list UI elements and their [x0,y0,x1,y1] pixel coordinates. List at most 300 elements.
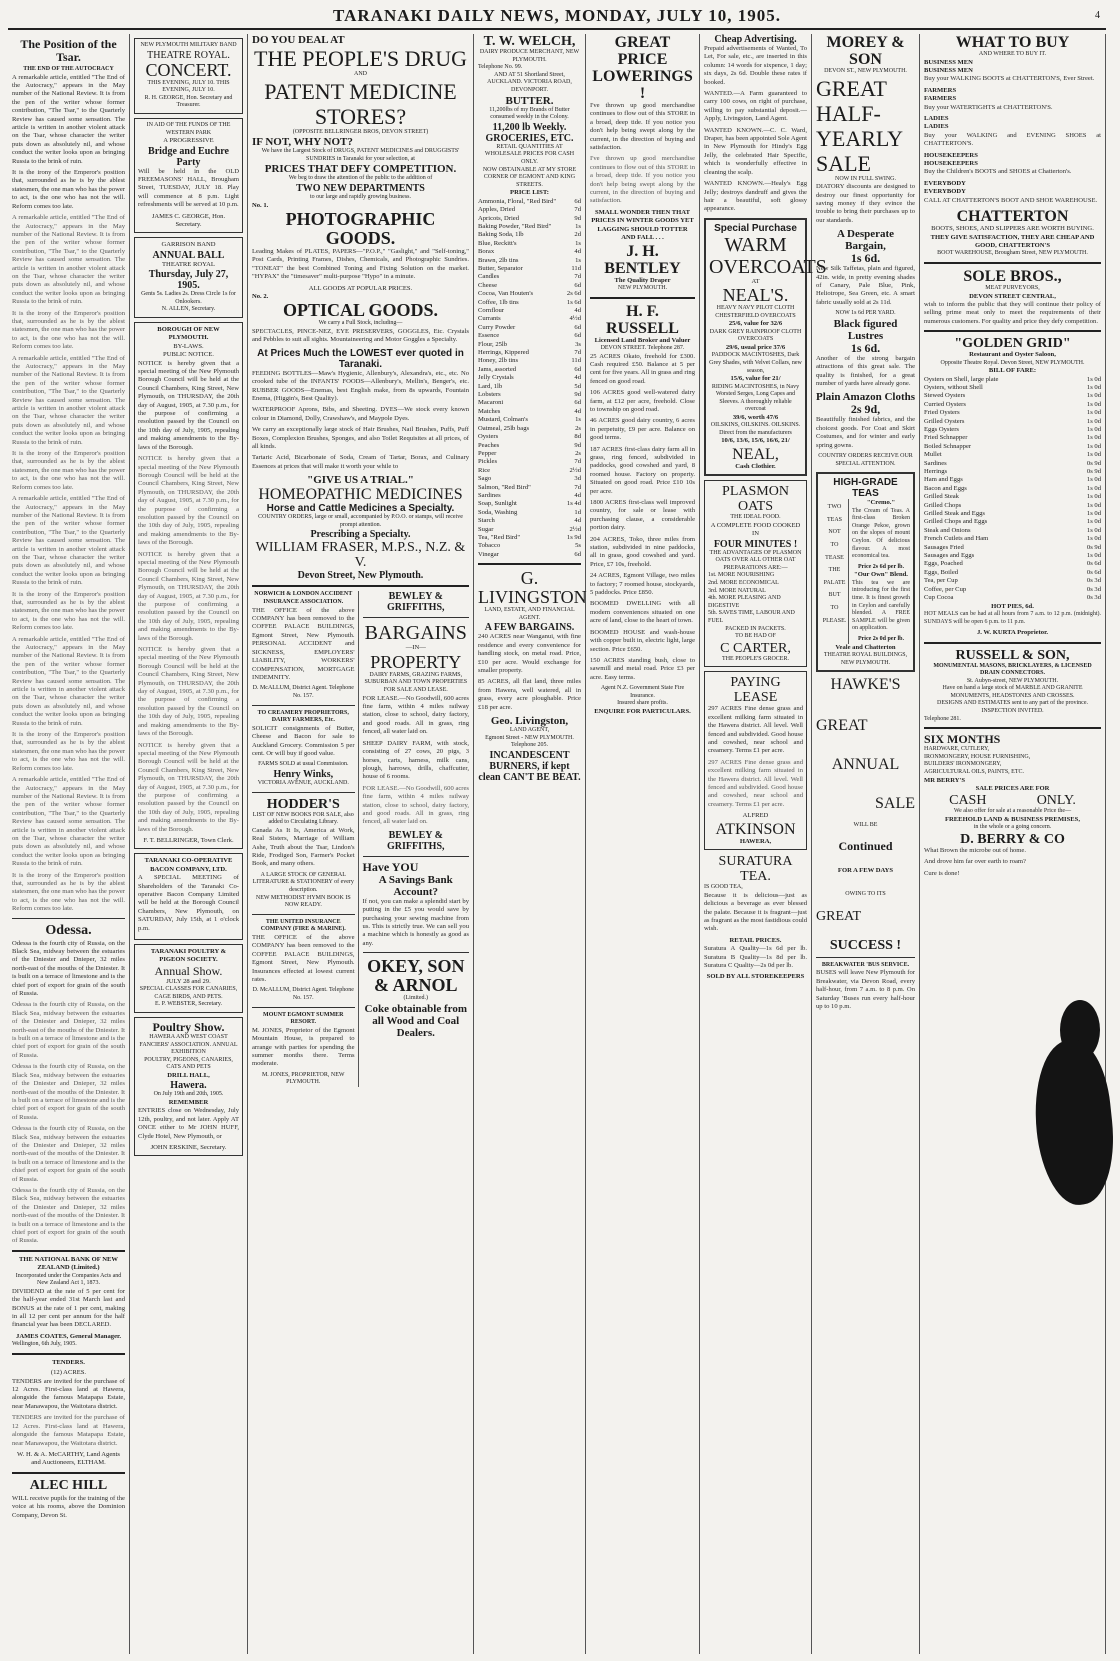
concert-heading: CONCERT. [145,59,232,80]
item-name: Ammonia, Floral, "Red Bird" [478,197,557,205]
bentley-sub: The Quality Draper [614,276,671,284]
plasmon-sub: THE IDEAL FOOD. [730,514,781,521]
desperate-bargain: A Desperate Bargain, [836,228,895,253]
mount-body: M. JONES, Proprietor of the Egmont Mountain House, is prepared to arrange with parties for spending the summer months there. Terms moderate. [252,1026,355,1068]
item-name: Jelly Crystals [478,374,514,382]
photo-popular: ALL GOODS AT POPULAR PRICES. [308,284,413,292]
classified-ad: WANTED KNOWN.—C. C. Ward, Draper, has been appointed Sole Agent in New Plymouth for Hindy's Egg Jelly, the celebrated Hair Specific, which is wonderfully effective in cleaning the scalp. [704,126,807,176]
item-price: 6d [574,550,581,558]
property-listing: BOOMED HOUSE and wash-house with copper built in, electric light, large section. Price £650. [590,628,695,653]
price-list-row [478,475,581,483]
item-name: Ham and Eggs [924,476,963,484]
restaurant-address: Opposite Theatre Royal. Devon Street, NEW PLYMOUTH. [940,359,1085,366]
property-listing: 25 ACRES Okato, freehold for £300. Cash required £50. Balance at 5 per cent for five years. All in grass and ring fenced on good road. [590,352,695,385]
item-name: Coffee, 1lb tins [478,298,519,306]
price-list-row [478,458,581,466]
menu-row [924,510,1101,518]
russell-son: RUSSELL & SON, [955,647,1070,663]
alfred: ALFRED [742,812,769,820]
menu-row [924,434,1101,442]
sale-price: SALE PRICES ARE FOR [975,785,1050,793]
remember-body: ENTRIES close on Wednesday, July 12th, poultry, and not later. Apply AT ONCE either to Mr JOHN HUFF, Clyde Hotel, New Plymouth, or [138,1107,239,1140]
item-price: 7d [574,273,581,281]
ladies: LADIES [924,115,949,123]
item-name: Curried Oysters [924,400,966,408]
price-list-row [478,299,581,307]
item-name: Oysters, without Shell [924,383,983,391]
russell-designs: DESIGNS AND ESTIMATES sent to any part of the province. [937,700,1088,707]
item-name: Tea, per Cup [924,577,958,585]
column-7 [812,34,920,1654]
item-name: Blue, Reckitt's [478,239,517,247]
item-price: 1d [574,508,581,516]
item-name: Baking Powder, "Red Bird" [478,222,552,230]
hot-body: HOT MEALS can be had at all hours from 7 a.m. to 12 p.m. (midnight). SUNDAYS will be open 6 p.m. to 11 p.m. [924,610,1101,625]
plasmon-heading: PLASMON OATS [722,484,789,515]
chatterton-children: Buy the Children's BOOTS and SHOES at Chatterton's. [924,168,1072,176]
menu-row [924,569,1101,577]
item-name: Grilled Chops [924,501,962,509]
item-price: 5s [575,542,581,550]
item-name: Candles [478,273,500,281]
item-name: Cheese [478,281,498,289]
item-price: 6d [574,332,581,340]
savings-heading: Have YOU [362,859,419,874]
navy-coats: HEAVY NAVY PILOT CLOTH CHESTERFIELD OVERCOATS [715,305,796,319]
divider [12,1250,125,1252]
tenders-body: TENDERS are invited for the purchase of 12 Acres. First-class land at Hawera, alongside the famous Matapapa Estate, near Manawapou, the Waitotara district. [12,1414,125,1447]
suratura-good: IS GOOD TEA, [704,884,743,891]
item-price: 1s 0d [1086,526,1101,534]
progressive: A PROGRESSIVE [163,137,214,145]
mount-heading: MOUNT EGMONT SUMMER RESORT. [263,1011,344,1026]
bank-sub: Incorporated under the Companies Acts and New Zealand Act 1, 1873. [15,1272,122,1287]
two-departments: TWO NEW DEPARTMENTS [296,182,425,194]
sale-body: DIATORY discounts are designed to destroy our finest opportunity for saving money if they evince the trouble to bring their purchases up to our standards. [816,183,915,224]
item-price: 1s 0d [1086,383,1101,391]
sole-sub: MEAT PURVEYORS, [985,284,1040,291]
price-list-row [478,223,581,231]
col3-split [252,591,469,1086]
feeding-body: FEEDING BOTTLES—Maw's Hygienic, Allenbury's, Alexandra's, etc., etc. No crooked tube of the INFANTS' FOODS—Allenbury's, Mellin's, Benger's, etc. RUBBER GOODS—Enemas, best English make, from 8s upwards, Fountain Enema, (Higgin's, Best Quality). [252,369,469,403]
item-price: 7d [574,349,581,357]
item-name: Coffee, per Cup [924,585,967,593]
item-price: 1s 0d [1086,417,1101,425]
tea-slogan-word: TO [830,542,839,549]
item-name: Apples, Dried [478,206,515,214]
divider [12,1472,125,1474]
country-orders: COUNTRY ORDERS, large or small, accompanied by P.O.O. or stamps, will receive prompt attention. [258,514,463,528]
coke-heading: Coke obtainable from all Wood and Coal Dealers. [364,1002,467,1039]
price-list-row [478,484,581,492]
amazon-price: 2s 9d, [850,402,881,417]
price-lowerings-body: I've thrown up good merchandise continues to flow out of this STORE in a broad, deep tide. If you notice you don't help being swept along by the current, in the direction of buying and satisfaction. [590,155,695,205]
poultry-classes: POULTRY, PIGEONS, CANARIES, CATS AND PETS [144,1056,233,1071]
tea-slogan-word: TWO [827,504,842,511]
neal-sub: Cash Clothier. [735,462,776,470]
norwich-body: THE OFFICE of the above COMPANY has been removed to the COFFEE PALACE BUILDINGS, Egmont Street, New Plymouth. PERSONAL ACCIDENT and SICKNESS, EMPLOYERS' LIABILITY, WORKERS' COMPENSATION, MORTGAGE INDEMNITY. [252,606,355,681]
drug-store-question: DO YOU DEAL AT [252,34,345,46]
store-location: NOW OBTAINABLE AT MY STORE CORNER OF EGMONT AND KING STREETS. [482,166,577,188]
bewley-heading-2: BEWLEY & GRIFFITHS, [387,829,445,852]
item-price: 9d [574,391,581,399]
largest-stock: We have the Largest Stock of DRUGS, PATENT MEDICINES and DRUGGISTS' SUNDRIES in Taranaki for your selection, at [261,148,460,162]
ball-tickets: Gents 5s. Ladies 2s. Dress Circle 1s for Onlookers. [141,291,236,305]
business-men-2: BUSINESS MEN [924,67,973,74]
item-price: 1s 0d [1086,442,1101,450]
property-listing: 187 ACRES first-class dairy farm all in grass, ring fenced, subdivided in paddocks, good cowshed and yard, 8 roomed house. Factory on property. Situated on good road. Price £10 10s per acre. [590,445,695,495]
menu-row [924,586,1101,594]
item-name: Soap, Sunlight [478,500,517,508]
bill-of-fare: BILL OF FARE: [988,367,1037,375]
item-name: Honey, 2lb tins [478,357,519,365]
article-paragraph: A remarkable article, entitled "The End of the Autocracy," appears in the May number of the National Review. It is from the pen of the writer whose former contribution, "The Tsar," to the Quarterly Review has caused some sensation. The article is written in another violent attack on the Tsar, whose character the writer puts down as absolutely nil, and whose conduct the writer looks upon as bringing Russia to the brink of ruin. [12,354,125,446]
item-price: 1s 0d [1086,392,1101,400]
hawkes-few-days: FOR A FEW DAYS [837,866,894,874]
warm-overcoats: WARM OVERCOATS [709,233,827,278]
item-price: 1s 4d [566,500,581,508]
chatterton-call: CALL AT CHATTERTON'S BOOT AND SHOE WAREHOUSE. [924,196,1098,204]
atkinson-hawera: HAWERA, [739,837,772,845]
concert-dates: THIS EVENING, JULY 10. THIS EVENING, JULY 10. [147,79,230,94]
price-list-row [478,433,581,441]
item-price: 2s [575,424,581,432]
menu-row [924,535,1101,543]
menu-row [924,384,1101,392]
suratura-heading: SURATURA TEA. [718,854,793,885]
geo-name: Geo. Livingston, [490,715,569,728]
item-price: 4d [574,491,581,499]
chatterton-boots: Buy your WALKING BOOTS at CHATTERTON'S, Ever Street. [924,75,1095,83]
sole-address: DEVON STREET CENTRAL, [969,292,1056,300]
price-list-row [478,282,581,290]
menu-row [924,518,1101,526]
item-name: Flour, 25lb [478,340,508,348]
item-price: 1s [575,222,581,230]
article-paragraph: It is the irony of the Emperor's position that, surrounded as he is by the ablest statesmen, the one man who has the power to act, is the one who has not the will. Reform comes too late. [12,169,125,210]
if-not: IF NOT, WHY NOT? [252,136,353,149]
russell-son-body: Have on hand a large stock of MARBLE AND GRANITE MONUMENTS, HEADSTONES AND CROSSES. [942,685,1083,699]
item-name: Apricots, Dried [478,214,520,222]
article-paragraph: Odessa is the fourth city of Russia, on the Black Sea, midway between the estuaries of the Dniester and Dnieper, 32 miles north-east of the mouths of the Dniester. It is built on a terrace of limestone and is the chief port of export for grain of the south of Russia. [12,1063,125,1121]
alec-hill-body: WILL receive pupils for the training of the voice at his rooms, above the Dominion Company, Devon St. [12,1494,125,1519]
menu-row [924,544,1101,552]
price-list-row [478,383,581,391]
welch-address: AND AT 51 Shortland Street, AUCKLAND. VICTORIA ROAD, DEVONPORT. [487,71,572,93]
hawkes-willbe: WILL BE [853,822,878,829]
plasmon-adv: THE ADVANTAGES OF PLASMON OATS OVER ALL OTHER OAT PREPARATIONS ARE:— [709,549,802,571]
mount-sig: M. JONES, PROPRIETOR, NEW PLYMOUTH. [261,1071,345,1086]
farms-sold: FARMS SOLD at usual Commission. [258,761,349,768]
price-list-row [478,526,581,534]
item-price: 7d [574,483,581,491]
column-4 [474,34,586,1654]
item-price: 0s 3d [1086,585,1101,593]
item-price: 9d [574,441,581,449]
cattle-heading: Horse and Cattle Medicines a Specialty. [266,503,455,515]
price-list-row [478,467,581,475]
item-name: Mustard, Colman's [478,416,528,424]
optical-body: SPECTACLES, PINCE-NEZ, EYE PRESERVERS, GOGGLES, Etc. Crystals and Pebbles to suit all sights. Mountaineering and Motor Goggles a Specialty. [252,328,469,344]
price-list-row [478,257,581,265]
article-paragraph: A remarkable article, entitled "The End of the Autocracy," appears in the May number of the National Review. It is from the pen of the writer whose former contribution, "The Tsar," to the Quarterly Review has caused some sensation. The article is written in another violent attack on the Tsar, whose character the writer puts down as absolutely nil, and whose conduct the writer looks upon as bringing Russia to the brink of ruin. [12,635,125,727]
d-berry: D. BERRY & CO [960,832,1065,848]
price-list-row [478,324,581,332]
item-price: 1s 0d [1086,535,1101,543]
riding-coats: RIDING MACINTOSHES, in Navy Worsted Serges, Long Capes and Sleeves. A thoroughly reliable overcoat [711,383,800,413]
price-list-heading: PRICE LIST: [510,189,549,197]
savings-body: If not, you can make a splendid start by putting in the £5 you would save by purchasing your sewing machine from us. This is strictly true. We can sell you a machine which is honestly as good as any. [362,897,469,947]
item-price: 3d [574,475,581,483]
item-price: 1s 0d [1086,552,1101,560]
lowest-prices: At Prices Much the LOWEST ever quoted in Taranaki. [257,347,464,370]
item-price: 2s 6d [566,290,581,298]
price-list-row [478,425,581,433]
give-trial: "GIVE US A TRIAL." [307,474,414,487]
butter-heading: BUTTER. [505,94,554,107]
henry-winks: Henry Winks, [273,768,334,780]
lustres: Black figured Lustres [833,317,898,342]
menu-row [924,468,1101,476]
item-price: 1s 0d [1086,518,1101,526]
hardware: HARDWARE, CUTLERY, IRONMONGERY, HOUSE FURNISHING, BUILDERS' IRONMONGERY, AGRICULTURAL OILS, PAINTS, ETC. [924,746,1031,776]
divider [252,914,355,915]
tea-slogan-word: NOT [828,529,841,536]
creamery-body: SOLICIT consignments of Butter, Cheese and Bacon for sale to Auckland Grocery. Commission 5 per cent. Or will buy if good value. [252,724,355,757]
russell-heading: H. F. RUSSELL [606,302,679,337]
item-price: 1s 6d [566,298,581,306]
sole-bros-heading: SOLE BROS., [963,267,1062,285]
price-list-row [478,374,581,382]
price-list-row [478,332,581,340]
article-paragraph: It is the irony of the Emperor's position that, surrounded as he is by the ablest statesmen, the one man who has the power to act, is the one who has not the will. Reform comes too late. [12,309,125,351]
item-price: 6d [574,365,581,373]
advantage-item: 4th. MORE PLEASING AND DIGESTIVE [708,595,781,609]
item-price: 1s [575,416,581,424]
price-list-row [478,307,581,315]
tea-slogan-word: TEAS [827,516,842,523]
okey-heading: OKEY, SON & ARNOL [367,956,465,996]
sale-heading: SALE [816,150,871,176]
menu-row [924,552,1101,560]
to-our: to our large and rapidly growing business. [309,193,412,200]
item-name: Pickles [478,458,498,466]
property-listing: 150 ACRES standing bush, close to sawmill and metal road. Price £3 per acre. Easy terms. [590,656,695,681]
price-lowerings-heading: GREAT PRICE LOWERINGS ! [592,34,693,102]
yearly-heading: YEARLY [816,125,904,151]
optical-heading: OPTICAL GOODS. [282,300,439,321]
few-bargains: A FEW BARGAINS. [484,622,575,634]
property-listing: 24 ACRES, Egmont Village, two miles to factory; 7 roomed house, stockyards, 5 paddocks. Price £850. [590,572,695,597]
cheap-body: Prepaid advertisements of Wanted, To Let, For sale, etc., are inserted in this column: 14 words for sixpence, 1 day; six days, 2s 6d. Double these rates if booked. [704,45,807,86]
tea-slogan-word: PLEASE. [822,617,847,624]
item-price: 0s 3d [1086,594,1101,602]
tea-slogan-word: TO [830,605,839,612]
mac-coats: PADDOCK MACINTOSHES, Dark Grey Shades, with Velvet Collars, new season, [709,352,802,374]
okey-limited: (Limited.) [403,995,429,1002]
item-name: Vinegar [478,550,499,558]
item-price: 4d [574,248,581,256]
drug-and: AND [354,71,367,77]
golden-grid: "GOLDEN GRID" [954,336,1071,352]
grey-price: 29/6, usual price 37/6 [725,343,786,351]
advantage-item: 5th. SAVES TIME, LABOUR AND FUEL [708,610,795,625]
ourown-price: Price 2s 0d per lb. [857,636,905,642]
remember: REMEMBER [168,1099,209,1106]
item-name: Oysters on Shell, large plate [924,375,999,383]
item-price: 6d [574,197,581,205]
item-name: Oysters [478,433,499,441]
property-listing: BOOMED DWELLING with all modern conveniences situated on one acre of land, close to the heart of town. [590,600,695,625]
hawkes-success: SUCCESS ! [829,937,902,953]
united-body: THE OFFICE of the above COMPANY has been removed to the COFFEE PALACE BUILDINGS, Egmont Street, New Plymouth. Insurances effected at lowest current rates. [252,933,355,983]
price-list-row [478,315,581,323]
bargains-heading: BARGAINS [364,622,467,645]
article-paragraph: Odessa is the fourth city of Russia, on the Black Sea, midway between the estuaries of the Dniester and Dnieper, 32 miles north-east of the mouths of the Dniester. It is built on a terrace of limestone and is the chief port of export for grain of the south of Russia. [12,1001,125,1059]
prescribing: Prescribing a Specialty. [310,529,411,541]
poultry-show: Poultry Show. [152,1020,225,1035]
item-name: Fried Oysters [924,409,960,417]
welch-sub: DAIRY PRODUCE MERCHANT, NEW PLYMOUTH. [479,49,580,63]
geo-sub: LAND AGENT, [509,727,550,734]
item-price: 1s 0d [1086,434,1101,442]
menu-row [924,451,1101,459]
column-3 [248,34,474,1654]
cash-body: We also offer for sale at a reasonable Price the— [953,808,1072,815]
price-list-row [478,198,581,206]
only: ONLY. [1036,793,1076,809]
notice-body: NOTICE is hereby given that a special meeting of the New Plymouth Borough Council will be held at the Council Chambers, King Street, New Plymouth, on THURSDAY, the 20th day of August, 1905, at 7.30 p.m., for the purpose of confirming a resolution passed by the Council on the 10th day of July, 1905, repealing and making amendments to the By-laws of the Borough. [138,741,239,833]
annual-date: JULY 28 and 29. [166,977,211,985]
item-name: Curry Powder [478,323,516,331]
item-name: Tea, "Red Bird" [478,533,521,541]
item-name: Sago [478,475,492,483]
item-price: 1s 0d [1086,501,1101,509]
menu-row [924,502,1101,510]
hawkes-great-2: GREAT [816,908,862,924]
cremo-heading: "Cremo." [866,499,896,507]
tenders-sub: (12) ACRES. [50,1369,87,1377]
item-name: Cocoa, Van Houten's [478,290,534,298]
teas-split [821,499,910,643]
item-price: 5d [574,382,581,390]
article-headline-tsar: The Position of the Tsar. [20,37,117,64]
item-price: 4d [574,407,581,415]
price-list-row [478,442,581,450]
divider [252,585,469,587]
column-8 [920,34,1106,1654]
hodder-books: Canada As It Is, America at Work, Real Sisters, Marriage of William Ashe, Truth about the Tsar, Lindon's Ride, Frodiged Son, Farmer's Pocket Book, and many others. [252,826,355,868]
six-months: SIX MONTHS [924,732,1001,747]
drug-store-heading: THE PEOPLE'S DRUG [254,46,467,71]
retail-quantities: RETAIL QUANTITIES AT WHOLESALE PRICES FOR CASH ONLY. [484,143,575,165]
article-paragraph: A remarkable article, entitled "The End of the Autocracy," appears in the May number of the National Review. It is from the pen of the writer whose former contribution, "The Tsar," to the Quarterly Review has caused some sensation. The article is written in another violent attack on the Tsar, whose character the writer puts down as absolutely nil, and whose conduct the writer looks upon as bringing Russia to the brink of ruin. [12,214,125,306]
hawkes-sale: SALE [875,795,915,813]
full-swing: NOW IN FULL SWING. [835,175,896,182]
item-price: 0s 9d [1086,459,1101,467]
fraser-name: WILLIAM FRASER, M.P.S., N.Z. & V. [255,540,466,571]
mac-price: 15/6, value for 21/ [730,375,781,383]
hawkes-great: GREAT [816,717,868,735]
livingston-body: 240 ACRES near Wanganui, with fine residence and every convenience for handling stock, on metal road. Price, £10 per acre. Would exchange for smaller property. [478,633,581,674]
russell-agent: Agent N.Z. Government State Fire Insurance. [600,685,685,699]
sole-body: wish to inform the public that they will continue their policy of selling prime meat only to meet the requirements of their numerous customers. For quality and price they defy competition. [924,300,1101,325]
price-list-row [478,551,581,559]
incandescent: INCANDESCENT BURNERS, if kept clean CAN'T BE BEAT. [478,749,581,783]
item-name: Butter, Separator [478,264,523,272]
ourown-body: This tea we are introducing for the first time. It is finest growth in Ceylon and carefully blended. A FREE SAMPLE will be given on application. [852,579,910,632]
business-men: BUSINESS MEN [924,58,973,66]
brushes-body: We carry an exceptionally large stock of Hair Brushes, Nail Brushes, Puffs, Puff Boxes, Complexion Brushes, Sponges, and also Toilet Requisites at all prices, of all kinds. [252,426,469,451]
advantage-item: 2nd. MORE ECONOMICAL [708,580,779,587]
classified-ad: WANTED.—A Farm guaranteed to carry 100 cows, on right of purchase, willing to pay substantial deposit.—Apply, Livingston, Land Agent. [704,90,807,123]
item-name: Rice [478,466,491,474]
item-name: Grilled Steak [924,493,959,501]
what-to-buy: WHAT TO BUY [955,34,1070,51]
coop-heading: TARANAKI CO-OPERATIVE BACON COMPANY, LTD. [144,857,233,873]
russell-lots [590,353,695,683]
grey-coats: DARK GREY RAINPROOF CLOTH OVERCOATS [709,328,802,343]
tea-body: Because it is delicious—just as delicious a beverage as ever blessed the palate. Because it is fragrant—just as fragrant as the most fastidious could wish. [704,891,807,933]
menu-row [924,426,1101,434]
hawkes-annual: ANNUAL [831,756,900,774]
item-price: 4d [574,307,581,314]
cremo-price: Price 2s 6d per lb. [857,563,905,570]
savings-heading-2: A Savings Bank Account? [378,873,453,898]
item-name: Grilled Chops and Eggs [924,518,988,526]
item-name: Baking Soda, 1lb [478,231,524,239]
half-heading: HALF- [816,100,881,126]
bylaws: BY-LAWS. [173,342,204,350]
item-name: Sardines [478,491,501,499]
item-price: 6d [574,323,581,331]
price-list-row [478,341,581,349]
oilskins: OILSKINS, OILSKINS. OILSKINS. Direct from the manufacturers [710,422,801,436]
column-1 [8,34,130,1654]
united-heading: THE UNITED INSURANCE COMPANY (FIRE & MARINE). [260,918,346,933]
where-to-buy: AND WHERE TO BUY IT. [978,51,1047,57]
bargains-in: —IN— [405,644,426,652]
creamery-heading: TO CREAMERY PROPRIETORS, DAIRY FARMERS, Etc. [257,709,349,724]
garrison-band: GARRISON BAND [161,241,216,249]
page-number: 4 [1095,10,1100,21]
livingston-body-2: 85 ACRES, all flat land, three miles from Hawera, well watered, all in grass, every acre ploughable. Price £18 per acre. [478,678,581,711]
item-name: Fried Schnapper [924,434,968,442]
column-2 [130,34,248,1654]
item-name: Sugar [478,525,494,533]
item-price: 0s 9d [1086,468,1101,475]
oilskin-price: 10/6, 13/6, 15/6, 16/6, 21/ [721,437,790,445]
special-classes: SPECIAL CLASSES FOR CANARIES, CAGE BIRDS, AND PETS. [139,986,238,1000]
poem-line: What Brown the microbe out of home. [924,847,1026,855]
item-price: 4d [574,517,581,525]
theatre-royal: THEATRE ROYAL [162,260,215,268]
divider [924,642,1101,644]
article-paragraph: It is the irony of the Emperor's position that, surrounded as he is by the ablest statesmen, the one man who has the power to act, is the one who has not the will. Reform comes too late. [12,731,125,772]
ball-secretary: N. ALLEN, Secretary. [161,306,216,313]
price-list-row [478,240,581,248]
menu-row [924,485,1101,493]
price-list-row [478,357,581,365]
bank-heading: THE NATIONAL BANK OF NEW ZEALAND (Limited.) [19,1255,118,1272]
article-paragraph: It is the irony of the Emperor's position that, surrounded as he is by the ablest statesmen, the one man who has the power to act, is the one who has not the will. Reform comes too late. [12,871,125,913]
packed: PACKED IN PACKETS. [725,625,786,632]
navy-price: 25/6, value for 32/6 [728,320,783,328]
russell-tel: Telephone 281. [924,715,961,722]
homeopathic-heading: HOMEOPATHIC MEDICINES [258,486,463,504]
item-price: 1s 0d [1086,493,1101,501]
article-paragraph: It is the irony of the Emperor's position that, surrounded as he is by the ablest statesmen, the one man who has the power to act, is the one who has not the will. Reform comes too late. [12,450,125,491]
